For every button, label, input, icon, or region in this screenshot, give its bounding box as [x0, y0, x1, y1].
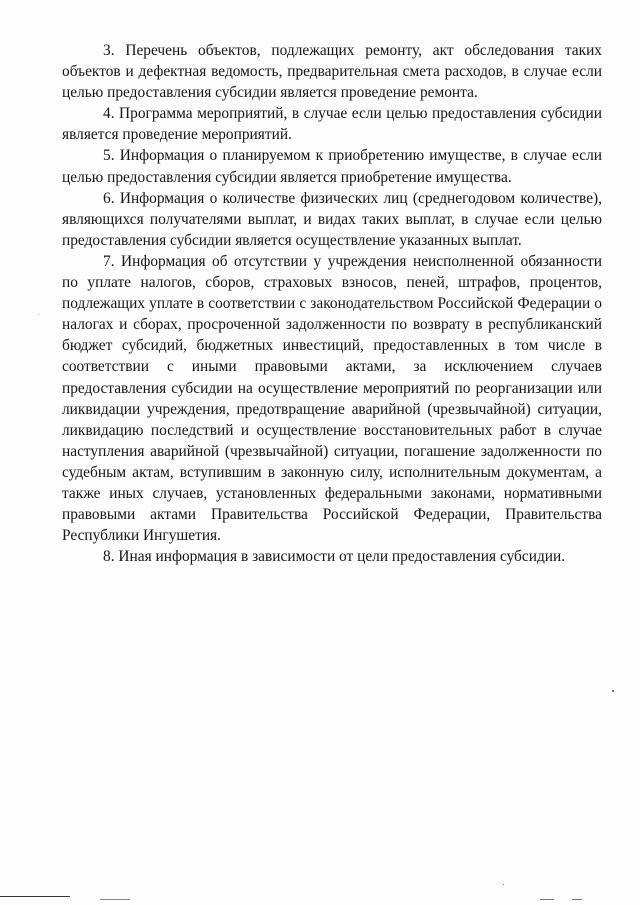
- paragraph-item-4: 4. Программа мероприятий, в случае если целью предоставления субсидии является проведение мероприятий.: [62, 105, 602, 144]
- scan-artifact-dot: [612, 690, 614, 692]
- scan-artifact-line: [0, 896, 70, 897]
- scan-artifact-dot: [503, 884, 504, 885]
- scan-artifact-line: [572, 899, 582, 900]
- scan-artifact-line: [540, 899, 554, 900]
- paragraph-item-3: 3. Перечень объектов, подлежащих ремонту, акт обследования таких объектов и дефектная ведомость, предварительная смета расходов, в случае если целью предоставления субсидии является проведение ремонта.: [62, 42, 602, 102]
- paragraph-item-6: 6. Информация о количестве физических лиц (среднегодовом количестве), являющихся получателями выплат, и видах таких выплат, в случае если целью предоставления субсидии является осуществление указанных выплат.: [62, 189, 602, 249]
- paragraph-item-5: 5. Информация о планируемом к приобретению имуществе, в случае если целью предоставления субсидии является приобретение имущества.: [62, 147, 602, 186]
- paragraph-item-8: 8. Иная информация в зависимости от цели предоставления субсидии.: [103, 548, 566, 566]
- scan-artifact-line: [100, 899, 130, 900]
- document-body: [62, 40, 602, 567]
- paragraph-item-7: 7. Информация об отсутствии у учреждения неисполненной обязанности по уплате налогов, сборов, страховых взносов, пеней, штрафов, процентов, подлежащих уплате в соответствии с законодательством Российской Федерации о налогах и сборах, просроченной задолженности по возврату в республиканский бюджет субсидий, бюджетных инвестиций, предоставленных в том числе в соответствии с иными правовыми актами, за исключением случаев предоставления субсидии на осуществление мероприятий по реорганизации или ликвидации учреждения, предотвращение аварийной (чрезвычайной) ситуации, ликвидацию последствий и осуществление восстановительных работ в случае наступления аварийной (чрезвычайной) ситуации, погашение задолженности по судебным актам, вступившим в законную силу, исполнительным документам, а также иных случаев, установленных федеральными законами, нормативными правовыми актами Правительства Российской Федерации, Правительства Республики Ингушетия.: [62, 252, 602, 545]
- scan-artifact-dot: [38, 314, 39, 315]
